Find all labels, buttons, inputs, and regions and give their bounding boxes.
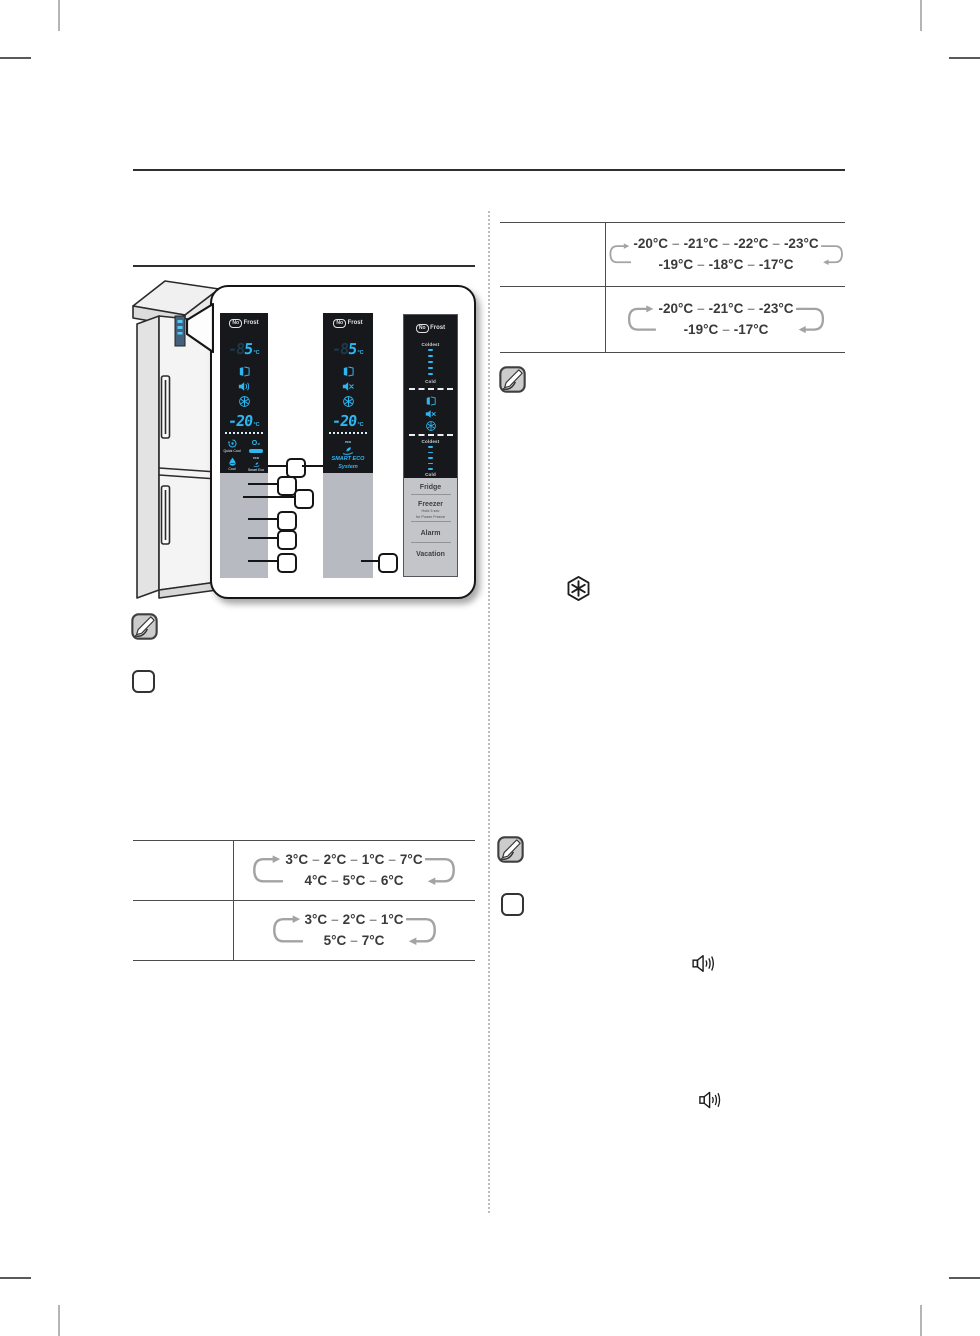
freezer-temp-level-dots	[404, 445, 457, 471]
coldest-label: Coldest	[421, 341, 440, 347]
panel-type-3-buttons-area	[404, 478, 457, 575]
swirl-icon	[228, 439, 237, 448]
no-frost-logo	[323, 318, 373, 328]
crop-mark	[949, 57, 980, 59]
door-alarm-icon	[343, 366, 354, 377]
freezer-button-subtext	[404, 509, 457, 519]
fridge-temp-display	[220, 339, 268, 359]
no-frost-badge: No	[333, 319, 346, 328]
quick-cool-button	[220, 438, 244, 455]
note-icon	[497, 836, 524, 863]
freezer-temp-value: -20	[227, 411, 254, 430]
ghost-segments: -8	[227, 339, 246, 358]
cycle-arrow-right	[821, 231, 844, 277]
speaker-volume-icon	[692, 954, 717, 973]
callout-line	[243, 496, 294, 498]
crop-mark	[58, 0, 60, 31]
note-icon	[131, 613, 158, 640]
speaker-volume-icon	[699, 1090, 723, 1110]
callout-marker	[277, 553, 297, 573]
o2-label: O₂	[251, 439, 261, 447]
smart-eco-line2: System	[338, 463, 358, 470]
callout-line	[248, 537, 277, 539]
freezer-sub2: for Power Freeze	[415, 514, 446, 519]
eco-hand-leaf-icon	[251, 461, 262, 467]
crop-mark	[920, 1305, 922, 1336]
panel-type-2-buttons-area	[323, 473, 373, 578]
no-frost-text: Frost	[347, 320, 363, 326]
no-frost-text: Frost	[430, 325, 446, 331]
cool-label: Cool	[228, 467, 236, 471]
table-label-cell	[133, 840, 233, 900]
door-alarm-icon	[426, 396, 436, 406]
crop-mark	[920, 0, 922, 31]
callout-marker	[277, 530, 297, 550]
cold-label: Cold	[425, 378, 436, 384]
freezer-button: Freezer	[418, 500, 443, 508]
crop-mark	[58, 1305, 60, 1336]
sound-mute-indicator	[323, 380, 373, 393]
speaker-icon	[238, 381, 250, 392]
freezer-temp-cycle-row-2: -20°C – -21°C – -23°C -19°C – -17°C	[608, 292, 844, 346]
callout-line	[302, 465, 323, 467]
cycle-arrow-right	[406, 907, 438, 953]
table-label-cell	[133, 900, 233, 960]
smart-eco-label: Smart Eco	[247, 468, 265, 472]
cycle-arrow-left	[608, 231, 631, 277]
eco-badge: eco	[252, 456, 260, 460]
freezer-temp-display	[323, 411, 373, 431]
fridge-temp-display	[323, 339, 373, 359]
freezer-temp-display	[220, 411, 268, 431]
fridge-temp-value: 5	[347, 339, 358, 358]
cycle-arrow-left	[271, 907, 303, 953]
callout-marker	[294, 489, 314, 509]
cycle-arrow-left	[626, 296, 656, 342]
callout-marker	[378, 553, 398, 573]
snowflake-icon	[343, 396, 354, 407]
fridge-button: Fridge	[419, 483, 442, 491]
door-alarm-indicator	[404, 395, 457, 407]
freezer-sub1: Hold 3 sec	[421, 509, 440, 513]
temp-unit: °C	[357, 350, 364, 356]
snowflake-hexagon-icon	[565, 575, 592, 602]
page-top-rule	[133, 169, 845, 171]
smart-eco-button	[244, 456, 268, 473]
callout-wedge	[186, 302, 214, 358]
panel-divider	[404, 433, 457, 437]
cool-button	[220, 456, 244, 473]
column-separator	[488, 211, 490, 1213]
table-label-cell	[500, 286, 605, 352]
freeze-indicator	[404, 420, 457, 432]
sound-indicator	[220, 380, 268, 393]
panel-type-3	[403, 314, 458, 577]
cycle-arrow-right	[796, 296, 826, 342]
crop-mark	[0, 1277, 31, 1279]
water-drop-icon	[228, 457, 237, 466]
no-frost-logo	[220, 318, 268, 328]
fridge-temp-level-dots	[404, 348, 457, 376]
panel-divider	[404, 387, 457, 391]
eco-hand-leaf-icon	[341, 445, 355, 455]
eco-badge: eco	[344, 439, 352, 444]
callout-line	[248, 560, 277, 562]
speaker-mute-icon	[425, 409, 436, 419]
crop-mark	[949, 1277, 980, 1279]
vacation-button: Vacation	[416, 550, 445, 558]
snowflake-icon	[239, 396, 250, 407]
step-marker	[132, 670, 155, 693]
no-frost-logo	[404, 323, 457, 333]
panel-type-2-display	[323, 313, 373, 473]
snowflake-icon	[426, 421, 436, 431]
door-alarm-indicator	[220, 365, 268, 378]
no-frost-badge: No	[229, 319, 242, 328]
fridge-temp-cycle-row-2: 3°C – 2°C – 1°C 5°C – 7°C	[238, 905, 470, 955]
cold-label: Cold	[425, 471, 436, 477]
callout-marker	[277, 511, 297, 531]
sound-mute-indicator	[404, 408, 457, 420]
alarm-button: Alarm	[420, 529, 441, 537]
figure-section-rule	[133, 265, 475, 267]
o2-button	[244, 438, 268, 455]
panel-type-1-buttons-area	[220, 473, 268, 578]
ghost-segments: -8	[331, 339, 350, 358]
panel-divider	[323, 431, 373, 435]
temp-unit: °C	[253, 350, 260, 356]
o2-badge	[249, 449, 263, 454]
no-frost-badge: No	[416, 324, 429, 333]
cycle-arrow-right	[425, 847, 457, 893]
freezer-temp-cycle-row-1: -20°C – -21°C – -22°C – -23°C -19°C – -18°C – -17°C	[608, 228, 844, 280]
no-frost-text: Frost	[243, 320, 259, 326]
table-label-cell	[500, 222, 605, 286]
smart-eco-line1: SMART ECO	[331, 455, 365, 462]
callout-line	[268, 465, 287, 467]
cycle-arrow-left	[251, 847, 283, 893]
door-alarm-icon	[239, 366, 250, 377]
step-marker	[501, 893, 524, 916]
fridge-temp-value: 5	[243, 339, 254, 358]
temp-unit: °C	[253, 422, 260, 428]
smart-eco-system-label	[323, 455, 373, 471]
panel-divider	[220, 431, 268, 435]
speaker-mute-icon	[342, 381, 354, 392]
callout-line	[248, 518, 277, 520]
door-alarm-indicator	[323, 365, 373, 378]
smart-eco-system-indicator	[323, 439, 373, 455]
panel-type-1-display	[220, 313, 268, 473]
note-icon	[499, 366, 526, 393]
temp-unit: °C	[357, 422, 364, 428]
callout-marker	[286, 458, 306, 478]
fridge-temp-cycle-row-1: 3°C – 2°C – 1°C – 7°C 4°C – 5°C – 6°C	[238, 845, 470, 895]
freeze-indicator	[220, 395, 268, 408]
callout-line	[248, 483, 277, 485]
crop-mark	[0, 57, 31, 59]
freeze-indicator	[323, 395, 373, 408]
quick-cool-label: Quick Cool	[223, 449, 241, 453]
freezer-temp-value: -20	[331, 411, 358, 430]
callout-line	[361, 560, 378, 562]
coldest-label: Coldest	[421, 438, 440, 444]
